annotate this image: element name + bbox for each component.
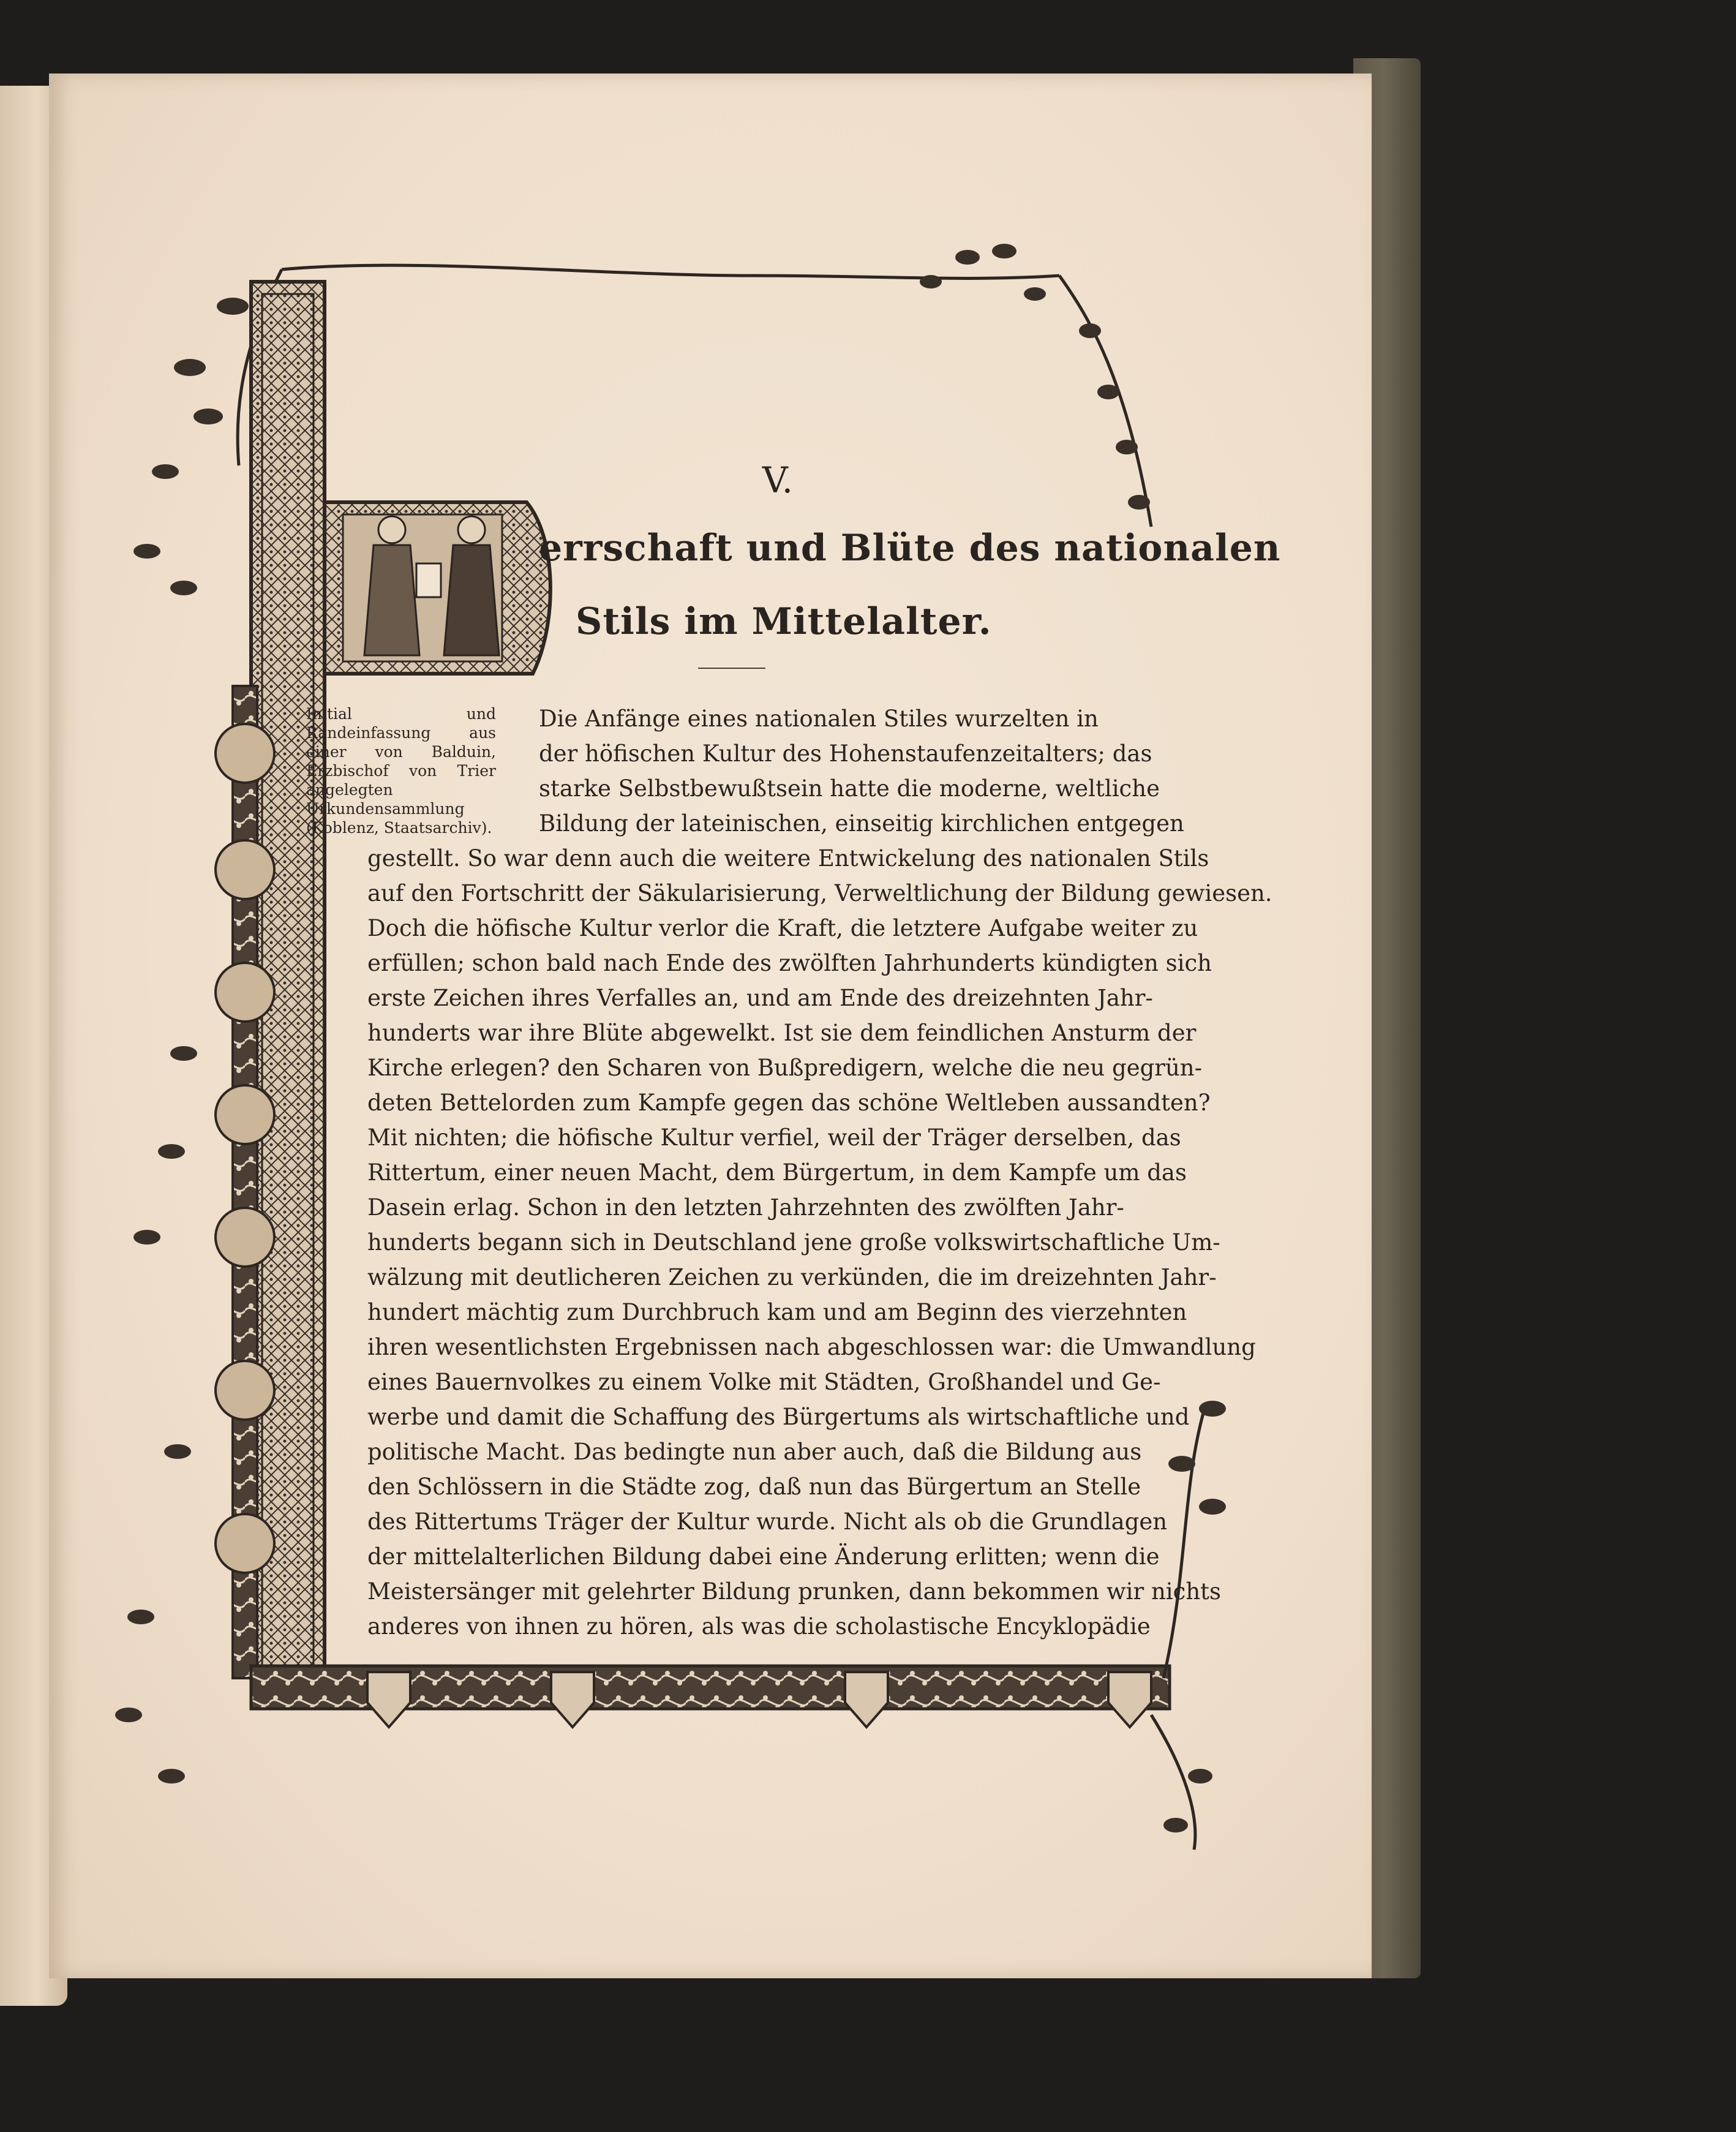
body-line: eines Bauernvolkes zu einem Volke mit Städten, Großhandel und Ge- [367,1369,1161,1395]
book-page [49,73,1372,1978]
body-line: deten Bettelorden zum Kampfe gegen das schöne Weltleben aussandten? [367,1090,1211,1116]
body-indented-block [539,701,1184,841]
body-line: Bildung der lateinischen, einseitig kirchlichen entgegen [539,810,1184,837]
chapter-number: V. [762,459,794,501]
top-foliage [238,265,1151,527]
title-divider [698,668,765,669]
body-line: Meistersänger mit gelehrter Bildung prunken, dann bekommen wir nichts [367,1578,1222,1605]
illustration-caption: Initial und Randeinfassung aus einer von Balduin, Erzbischof von Trier angelegten Urkundensammlung (Koblenz, Staatsarchiv). [306,705,496,837]
body-line: hunderts war ihre Blüte abgewelkt. Ist sie dem feindlichen Ansturm der [367,1020,1197,1046]
body-line: wälzung mit deutlicheren Zeichen zu verkünden, die im dreizehnten Jahr- [367,1264,1217,1290]
body-line: ihren wesentlichsten Ergebnissen nach abgeschlossen war: die Umwandlung [367,1334,1256,1360]
body-line: der höfischen Kultur des Hohenstaufenzeitalters; das [539,740,1152,767]
body-line: Rittertum, einer neuen Macht, dem Bürgertum, in dem Kampfe um das [367,1159,1187,1186]
body-line: Mit nichten; die höfische Kultur verfiel, weil der Träger derselben, das [367,1124,1181,1151]
body-line: Dasein erlag. Schon in den letzten Jahrzehnten des zwölften Jahr- [367,1194,1124,1221]
body-line: des Rittertums Träger der Kultur wurde. Nicht als ob die Grundlagen [367,1509,1168,1535]
left-side-foliage [115,1046,197,1784]
body-line: politische Macht. Das bedingte nun aber auch, daß die Bildung aus [367,1439,1142,1465]
body-line: erste Zeichen ihres Verfalles an, und am Ende des dreizehnten Jahr- [367,985,1153,1011]
body-line: hundert mächtig zum Durchbruch kam und am Beginn des vierzehnten [367,1299,1187,1325]
chapter-title-line-2: Stils im Mittelalter. [576,600,992,643]
body-full-block [367,841,1272,1644]
body-line: gestellt. So war denn auch die weitere Entwickelung des nationalen Stils [367,845,1209,872]
body-line: werbe und damit die Schaffung des Bürgertums als wirtschaftliche und [367,1404,1190,1430]
body-line: der mittelalterlichen Bildung dabei eine Änderung erlitten; wenn die [367,1543,1160,1570]
body-line: Die Anfänge eines nationalen Stiles wurzelten in [539,706,1099,732]
body-line: auf den Fortschritt der Säkularisierung, Verweltlichung der Bildung gewiesen. [367,880,1272,906]
body-line: anderes von ihnen zu hören, als was die scholastische Encyklopädie [367,1613,1151,1640]
body-line: den Schlössern in die Städte zog, daß nun das Bürgertum an Stelle [367,1474,1141,1500]
chapter-title-line-1: errschaft und Blüte des nationalen [539,527,1281,570]
body-line: hunderts begann sich in Deutschland jene große volkswirtschaftliche Um- [367,1229,1220,1256]
body-line: Kirche erlegen? den Scharen von Bußpredigern, welche die neu gegrün- [367,1055,1203,1081]
body-line: Doch die höfische Kultur verlor die Kraft, die letztere Aufgabe weiter zu [367,915,1198,941]
body-line: starke Selbstbewußtsein hatte die moderne, weltliche [539,775,1160,802]
body-line: erfüllen; schon bald nach Ende des zwölften Jahrhunderts kündigten sich [367,950,1212,976]
